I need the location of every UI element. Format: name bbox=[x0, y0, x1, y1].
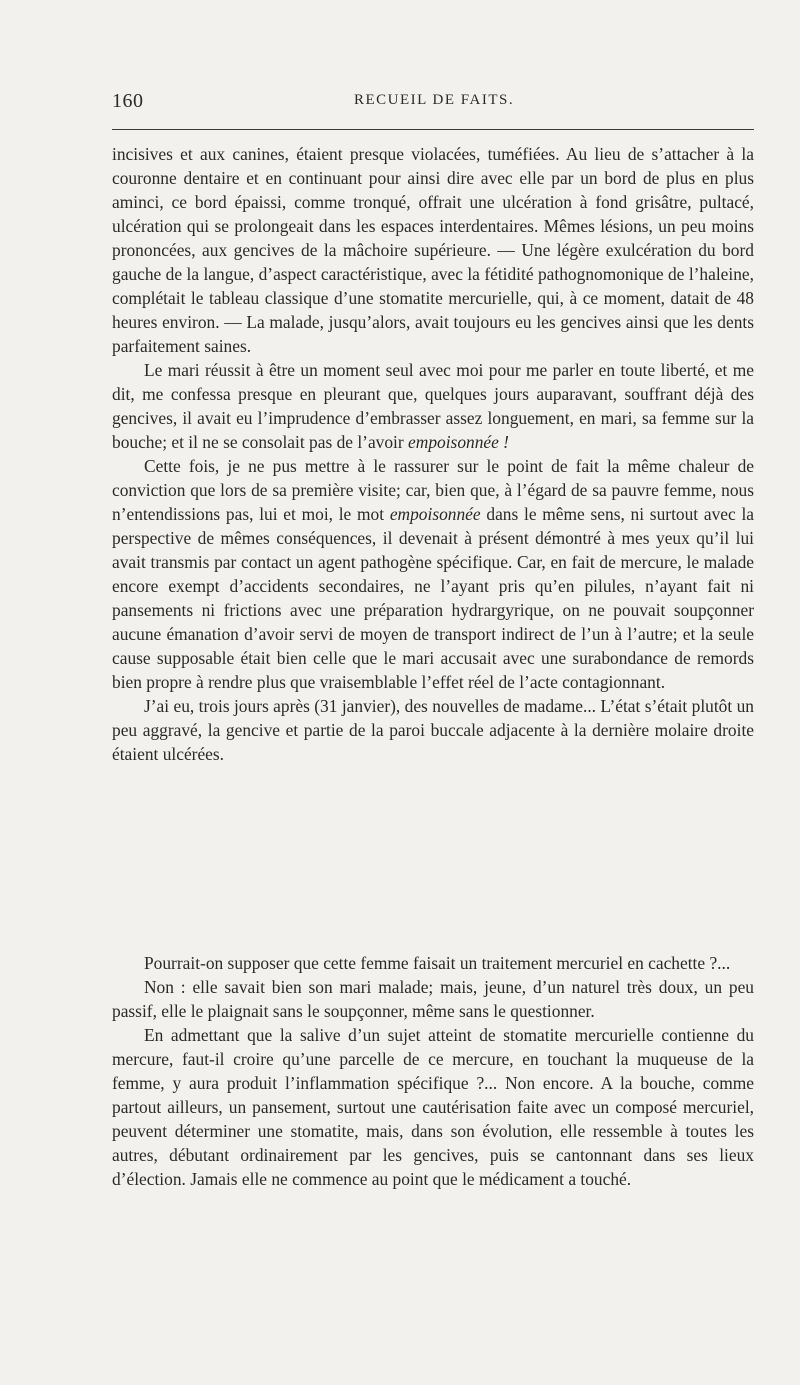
paragraph-husband-confession bbox=[112, 358, 754, 454]
paragraph-text: Cette fois, je ne pus mettre à le rassurer sur le point de fait la même chaleur de conviction que lors de sa première visite; car, bien que, à l’égard de sa pauvre femme, nous n’entendissions pas, lui et moi, le mot bbox=[112, 456, 754, 524]
running-head: RECUEIL DE FAITS. bbox=[354, 92, 515, 108]
text-block-lower bbox=[112, 951, 754, 1191]
paragraph-answer: Non : elle savait bien son mari malade; mais, jeune, d’un naturel très doux, un peu passif, elle le plaignait sans le soupçonner, même sans le questionner. bbox=[112, 977, 754, 1021]
page-number: 160 bbox=[112, 90, 144, 112]
header-rule bbox=[112, 129, 754, 130]
emphasis-empoisonnee: empoisonnée bbox=[389, 504, 481, 524]
paragraph-text: Le mari réussit à être un moment seul avec moi pour me parler en toute liberté, et me dit, me confessa presque en pleurant que, quelques jours auparavant, souffrant déjà des gencives, il avait eu l’imprudence d’embrasser assez longuement, en mari, sa femme sur la bouche; et il ne se consolait pas de l’avoir bbox=[112, 360, 754, 452]
paragraph-text: dans le même sens, ni surtout avec la perspective de mêmes conséquences, il devenait à présent démontré à mes yeux qu’il lui avait transmis par contact un agent pathogène spécifique. Car, en fait de mercure, le malade encore exempt d’accidents secondaires, ne l’ayant pris qu’en pilules, n’ayant fait ni pansements ni frictions avec une préparation hydrargyrique, on ne pouvait soupçonner aucune émanation d’avoir servi de moyen de transport indirect de l’un à l’autre; et la seule cause supposable était bien celle que le mari accusait avec une surabondance de remords bien propre à rendre plus que vraisemblable l’effet réel de l’acte contagionnant. bbox=[112, 504, 754, 692]
paragraph-discussion: En admettant que la salive d’un sujet atteint de stomatite mercurielle contienne du mercure, faut-il croire qu’une parcelle de ce mercure, en touchant la muqueuse de la femme, y aura produit l’inflammation spécifique ?... Non encore. A la bouche, comme partout ailleurs, un pansement, surtout une cautérisation faite avec un composé mercuriel, peuvent déterminer une stomatite, mais, dans son évolution, elle ressemble à toutes les autres, débutant ordinairement par les gencives, puis se cantonnant dans ses lieux d’élection. Jamais elle ne commence au point que le médicament a touché. bbox=[112, 1025, 754, 1189]
paragraph-follow-up: J’ai eu, trois jours après (31 janvier), des nouvelles de madame... L’état s’était plutôt un peu aggravé, la gencive et partie de la paroi buccale adjacente à la dernière molaire droite étaient ulcérées. bbox=[112, 696, 754, 764]
emphasis-empoisonnee: empoisonnée ! bbox=[408, 432, 509, 452]
paragraph-continuation: incisives et aux canines, étaient presque violacées, tuméfiées. Au lieu de s’attacher à la couronne dentaire et en continuant pour ainsi dire avec elle par un bord de plus en plus aminci, ce bord épaissi, comme tronqué, offrait une ulcération à fond grisâtre, pultacé, ulcération qui se prolongeait dans les espaces interdentaires. Mêmes lésions, un peu moins prononcées, aux gencives de la mâchoire supérieure. — Une légère exulcération du bord gauche de la langue, d’aspect caractéristique, avec la fétidité pathognomonique de l’haleine, complétait le tableau classique d’une stomatite mercurielle, qui, à ce moment, datait de 48 heures environ. — La malade, jusqu’alors, avait toujours eu les gencives ainsi que les dents parfaitement saines. bbox=[112, 144, 754, 356]
paragraph-question: Pourrait-on supposer que cette femme faisait un traitement mercuriel en cachette ?... bbox=[144, 953, 731, 973]
text-block-upper bbox=[112, 142, 754, 766]
paragraph-contagion bbox=[112, 454, 754, 694]
page-header bbox=[112, 90, 754, 118]
